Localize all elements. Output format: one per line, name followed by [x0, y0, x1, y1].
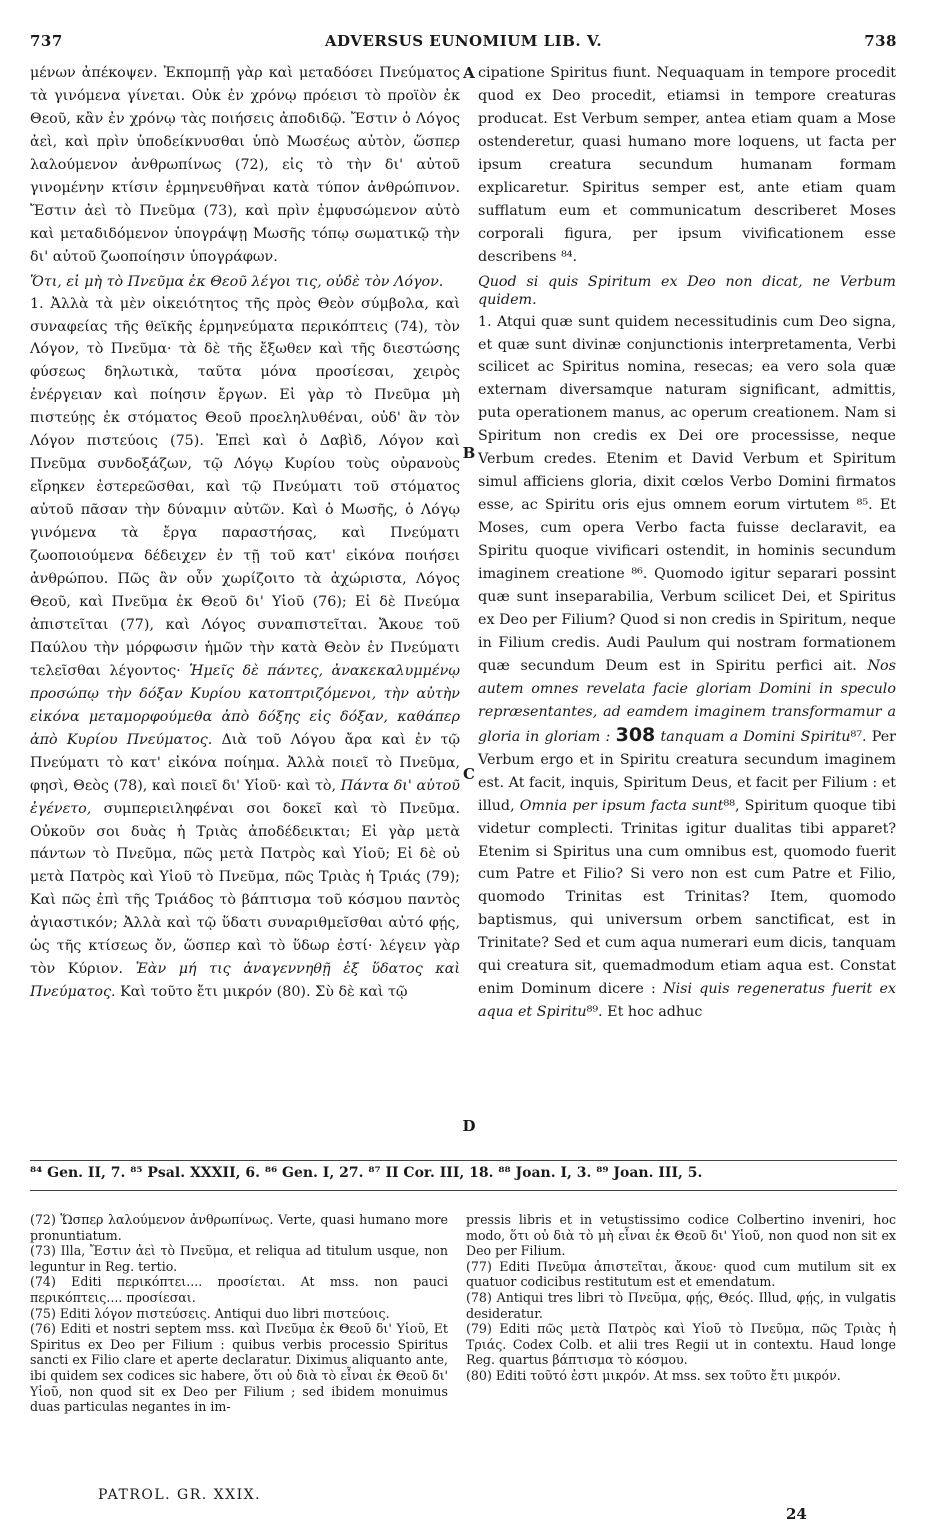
greek-body-d: Καὶ τοῦτο ἔτι μικρόν (80). Σὺ δὲ καὶ τῷ [120, 984, 408, 1001]
page-number-right: 738 [864, 32, 897, 50]
note-72: (72) Ὥσπερ λαλούμενον ἀνθρωπίνως. Verte, quasi humano more pronuntiatum. [30, 1212, 448, 1243]
latin-intro: cipatione Spiritus fiunt. Nequaquam in tempore procedit quod ex Deo procedit, etiamsi in tempore creaturas producat. Est Verbum semper, antea etiam quam a Mose ostenderetur, quasi humano more loquens, ut facta per ipsum creatura secundum humanam formam explicaretur. Spiritus semper est, ante etiam quam sufflatum eum et communicatum describeret Moses corporali figura, per ipsum vivificationem esse describens ⁸⁴. [478, 65, 896, 265]
note-76: (76) Editi et nostri septem mss. καὶ Πνεῦμα ἐκ Θεοῦ δι' Υἱοῦ, Et Spiritus ex Deo per Filium : quibus verbis processio Spiritus sancti ex Filio clare et aperte declaratur. Diximus aliquanto ante, ibi quidem sex codices sic habere, ὅτι οὐ διὰ τὸ εἶναι ἐκ Θεοῦ δι' Υἱοῦ, non quod sit ex Deo per Filium ; sed ibidem monuimus duas particulas negantes in im- [30, 1321, 448, 1415]
greek-section-title: Ὅτι, εἰ μὴ τὸ Πνεῦμα ἐκ Θεοῦ λέγοι τις, οὐδὲ τὸν Λόγον. [30, 273, 444, 290]
note-76-continued: pressis libris et in vetustissimo codice Colbertino inveniri, hoc modo, ὅτι οὐ διὰ τὸ μὴ εἶναι ἐκ Θεοῦ δι' Υἱοῦ, non quod non sit ex Deo per Filium. [466, 1212, 896, 1259]
latin-body-b: ⁸⁷. Per Verbum ergo et in Spiritu creatura secundum imaginem est. At facit, inquis, Spiritum Deus, et facit per Filium : et illud, [478, 728, 896, 814]
footer-signature: 24 [786, 1505, 807, 1523]
greek-paragraph [30, 293, 460, 1005]
margin-marker-d: D [462, 1117, 476, 1135]
separator-rule-top [30, 1160, 897, 1161]
scripture-references: ⁸⁴ Gen. II, 7. ⁸⁵ Psal. XXXII, 6. ⁸⁶ Gen. I, 27. ⁸⁷ II Cor. III, 18. ⁸⁸ Joan. I, 3. ⁸⁹ Joan. III, 5. [30, 1165, 703, 1181]
greek-quote-b: Πάντα δι' αὐτοῦ ἐγένετο, [30, 777, 460, 817]
page-number-left: 737 [30, 32, 63, 50]
greek-body-a: 1. Ἀλλὰ τὰ μὲν οἰκειότητος τῆς πρὸς Θεὸν σύμβολα, καὶ συναφείας τῆς θεϊκῆς ἑρμηνεύματα περικόπτεις (74), τὸν Λόγον, τὸ Πνεῦμα· τὰ δὲ τῆς ἔξωθεν καὶ τῆς διεστώσης φύσεως δηλωτικὰ, ταῦτα μόνα προσίεσαι, χειρὸς ἐνέργειαν καὶ ποίησιν ἔργων. Εἰ γὰρ τὸ Πνεῦμα μὴ πιστεύῃς ἐκ στόματος Θεοῦ προεληλυθέναι, οὐδ' ἂν τὸν Λόγον πιστεύοις (75). Ἐπεὶ καὶ ὁ Δαβὶδ, Λόγον καὶ Πνεῦμα συνδοξάζων, τῷ Λόγῳ Κυρίου τοὺς οὐρανοὺς εἴρηκεν ἐστερεῶσθαι, καὶ τῷ Πνεύματι τοῦ στόματος αὐτοῦ πᾶσαν τὴν δύναμιν αὐτῶν. Καὶ ὁ Μωσῆς, ὁ Λόγῳ γινόμενα τὰ ἔργα παραστήσας, καὶ Πνεύματι ζωοποιούμενα δέδειχεν ἐν τῇ τοῦ κατ' εἰκόνα ποιήσει ἀνθρώπου. Πῶς ἂν οὖν χωρίζοιτο τὰ ἀχώριστα, Λόγος Θεοῦ, καὶ Πνεῦμα ἐκ Θεοῦ δι' Υἱοῦ (76); Εἰ δὲ Πνεύμα ἀπιστεῖται (77), καὶ Λόγος συναπιστεῖται. Ἄκουε τοῦ Παύλου τὴν μόρφωσιν ἡμῶν τὴν κατὰ Θεὸν ἐν Πνεύματι τελεῖσθαι λέγοντος· [30, 295, 460, 679]
latin-body-c: ⁸⁸, Spiritum quoque tibi videtur complecti. Trinitas igitur dualitas tibi apparet? Etenim si Spiritus una cum omnibus est, quomodo fuerit cum Patre et Filio? Si vero non est cum Patre et Filio, quomodo Trinitas est Trinitas? Item, quomodo baptismus, qui universum orbem sanctificat, est in Trinitate? Sed et cum aqua numerari eum dicis, tanquam qui creatura sit, quemadmodum etiam aqua est. Constat enim Dominum dicere : [478, 797, 896, 998]
note-74: (74) Editi περικόπτει.... προσίεται. At mss. non pauci περικόπτεις.... προσίεσαι. [30, 1274, 448, 1305]
note-78: (78) Antiqui tres libri τὸ Πνεῦμα, φῄς, Θεός. Illud, φῄς, in vulgatis desideratur. [466, 1289, 896, 1321]
separator-rule-notes [30, 1190, 897, 1191]
latin-paragraph [478, 311, 896, 1025]
margin-marker-a: A [463, 64, 475, 82]
notes-left-column [30, 1212, 448, 1415]
latin-section-title: Quod si quis Spiritum ex Deo non dicat, ne Verbum quidem. [478, 273, 896, 308]
greek-body-c: συμπεριειληφέναι σοι δοκεῖ καὶ τὸ Πνεῦμα. Οὐκοῦν σοι δυὰς ἡ Τριὰς ἀποδέδεικται; Εἰ γὰρ μετὰ πάντων τὸ Πνεῦμα, πῶς μετὰ Πατρὸς καὶ Υἱοῦ; Εἰ δὲ οὐ μετὰ Πατρὸς καὶ Υἱοῦ τὸ Πνεῦμα, πῶς Τριὰς ἡ Τριάς (79); Καὶ πῶς ἐπὶ τῆς Τριάδος τὸ βάπτισμα τοῦ κόσμου παντὸς ἁγιαστικόν; Ἀλλὰ καὶ τῷ ὕδατι συναριθμεῖσθαι αὐτό φῄς, ὡς τῆς κτίσεως ὄν, ὥσπερ καὶ τὸ ὕδωρ ἐστί· λέγειν γὰρ τὸν Κύριον. [30, 800, 461, 978]
latin-quote-c: Nisi quis regeneratus fuerit ex aqua et Spiritu [478, 981, 896, 1021]
running-header [30, 32, 897, 54]
note-73: (73) Illa, Ἔστιν ἀεὶ τὸ Πνεῦμα, et reliqua ad titulum usque, non leguntur in Reg. tertio. [30, 1243, 448, 1274]
running-title: ADVERSUS EUNOMIUM LIB. V. [324, 32, 603, 50]
note-77: (77) Editi Πνεῦμα ἀπιστεῖται, ἄκουε· quod cum mutilum sit ex quatuor codicibus restitutum est et emendatum. [466, 1258, 896, 1290]
greek-column [30, 62, 460, 1004]
greek-body-b: Διὰ τοῦ Λόγου ἄρα καὶ ἐν τῷ Πνεύματι τὸ κατ' εἰκόνα ποίημα. Ἀλλὰ ποιεῖ τὸ Πνεῦμα, φησὶ, Θεὸς (78), καὶ ποιεῖ δι' Υἱοῦ· καὶ τὸ, [30, 731, 461, 794]
latin-quote-a2: tanquam a Domini Spiritu [660, 728, 851, 745]
note-79: (79) Editi πῶς μετὰ Πατρὸς καὶ Υἱοῦ τὸ Πνεῦμα, πῶς Τριὰς ἡ Τριάς. Codex Colb. et alii tres Regii ut in contextu. Haud longe Reg. quartus βάπτισμα τὸ κόσμου. [466, 1321, 896, 1368]
greek-quote-c: Ἐὰν μή τις ἀναγεννηθῇ ἐξ ὕδατος καὶ Πνεύματος. [30, 961, 461, 1001]
footer-series: PATROL. GR. XXIX. [98, 1487, 262, 1503]
latin-quote-b: Omnia per ipsum facta sunt [519, 797, 724, 814]
note-75: (75) Editi λόγον πιστεύσεις. Antiqui duo libri πιστεύοις. [30, 1305, 390, 1321]
notes-right-column [466, 1212, 896, 1384]
column-number: 308 [615, 723, 656, 746]
latin-body-d: ⁸⁹. Et hoc adhuc [586, 1004, 703, 1021]
latin-column [478, 62, 896, 1024]
latin-quote-a: Nos autem omnes revelata facie gloriam Domini in speculo repræsentantes, ad eamdem imaginem transformamur a gloria in gloriam : [478, 657, 896, 745]
latin-body-a: 1. Atqui quæ sunt quidem necessitudinis cum Deo signa, et quæ sunt divinæ conjunctionis interpretamenta, Verbi scilicet ac Spiritus nomina, resecas; ea vero sola quæ externam diversamque naturam significant, admittis, puta operationem manus, ac operum creationem. Nam si Spiritum non credis ex Dei ore processisse, neque Verbum credes. Etenim et David Verbum et Spiritum simul afficiens gloria, dixit cœlos Verbo Domini firmatos esse, ac Spiritu oris ejus omnem eorum virtutem ⁸⁵. Et Moses, cum opera Verbo facta fuisse declaravit, ea Spiritu quoque vivificari ostendit, in hominis secundum imaginem creatione ⁸⁶. Quomodo igitur separari possint quæ sunt inseparabilia, Verbum scilicet Dei, et Spiritus ex Deo per Filium? Quod si non credis in Spiritum, neque in Filium credis. Audi Paulum qui nostram formationem quæ secundum Deum est in Spiritu perfici ait. [478, 313, 896, 674]
greek-quote-a: Ἡμεῖς δὲ πάντες, ἀνακεκαλυμμένῳ προσώπῳ τὴν δόξαν Κυρίου κατοπτριζόμενοι, τὴν αὐτὴν εἰκόνα μεταμορφούμεθα ἀπὸ δόξης εἰς δόξαν, καθάπερ ἀπὸ Κυρίου Πνεύματος. [30, 662, 460, 748]
margin-marker-b: B [462, 444, 476, 462]
margin-marker-c: C [463, 765, 475, 783]
greek-intro: μένων ἀπέκοψεν. Ἐκπομπῇ γὰρ καὶ μεταδόσει Πνεύματος τὰ γινόμενα γίνεται. Οὐκ ἐν χρόνῳ πρόεισι τὸ προϊὸν ἐκ Θεοῦ, κἂν ἐν χρόνῳ τὰς ποιήσεις ἀποδιδῷ. Ἔστιν ὁ Λόγος ἀεὶ, καὶ πρὶν ὑποδείκνυσθαι ὑπὸ Μωσέως αὐτὸν, ὥσπερ λαλούμενον ἀνθρωπίνως (72), εἰς τὸ τὴν δι' αὐτοῦ γινομένην κτίσιν ἑρμηνευθῆναι κατὰ τύπον ἀνθρώπινον. Ἔστιν ἀεὶ τὸ Πνεῦμα (73), καὶ πρὶν ἐμφυσώμενον αὐτὸ καὶ μεταδιδόμενον ὑπογράψῃ Μωσῆς τόπῳ σωματικῷ τὴν δι' αὐτοῦ ζωοποίησιν ὑπογράφων. [30, 65, 460, 265]
note-80: (80) Editi τοῦτό ἐστι μικρόν. At mss. sex τοῦτο ἔτι μικρόν. [466, 1367, 841, 1383]
